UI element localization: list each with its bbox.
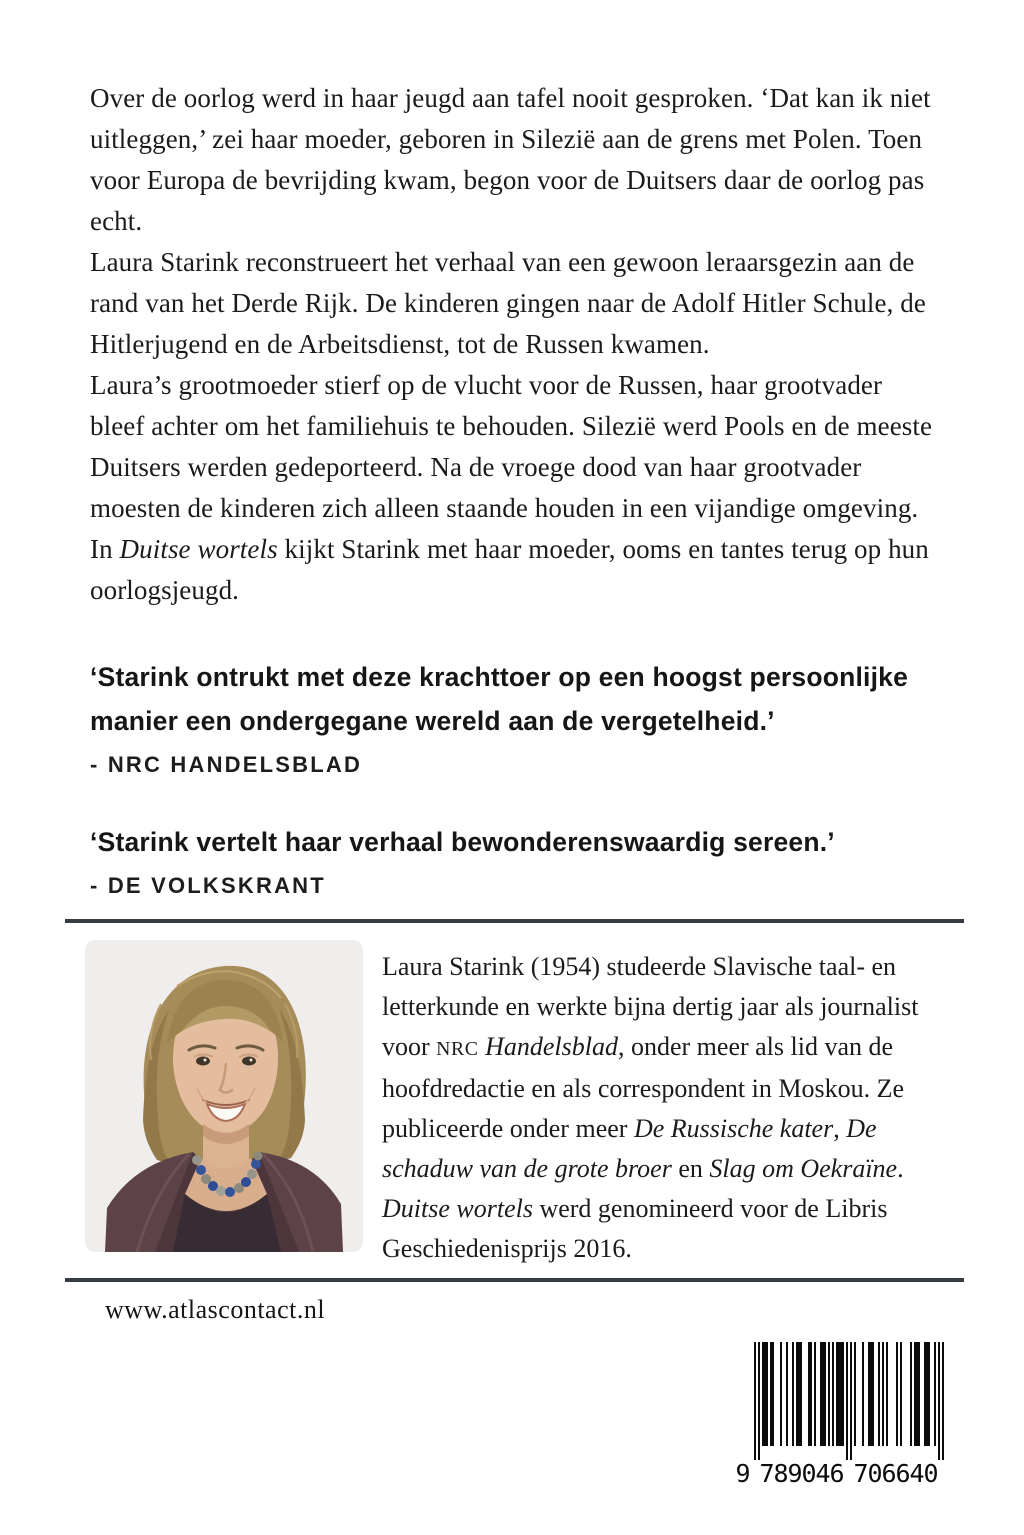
svg-text:0: 0 [867,1459,883,1488]
review-volkskrant [90,820,940,899]
svg-text:6: 6 [829,1459,845,1488]
svg-text:6: 6 [895,1459,911,1488]
synopsis-paragraph: Over de oorlog werd in haar jeugd aan tafel nooit gesproken. ‘Dat kan ik niet uitleggen,’ zei haar moeder, geboren in Silezië aan de grens met Polen. Toen voor Europa de bevrijding kwam, begon voor de Duitsers daar de oorlog pas echt. [90,83,931,236]
synopsis [65,0,964,611]
svg-text:9: 9 [736,1459,751,1488]
author-bio: Laura Starink (1954) studeerde Slavische taal- en letterkunde en werkte bijna dertig jaar als journalist voor NRC Handelsblad, onder meer als lid van de hoofdredactie en als correspondent in Moskou. Ze publiceerde onder meer De Russische kater, De schaduw van de grote broer en Slag om Oekraïne. Duitse wortels werd genomineerd voor de Libris Geschiedenisprijs 2016. [382,952,919,1263]
svg-text:4: 4 [815,1459,831,1488]
svg-text:7: 7 [853,1459,869,1488]
svg-text:8: 8 [773,1459,789,1488]
synopsis-paragraph: In Duitse wortels kijkt Starink met haar moeder, ooms en tantes terug op hun oorlogsjeugd. [90,534,929,605]
cover-footer [65,1282,964,1495]
author-section [65,940,964,1269]
isbn-barcode [736,1342,948,1495]
publisher-website: www.atlascontact.nl [105,1295,326,1324]
review-source: - DE VOLKSKRANT [90,873,326,898]
author-portrait-illustration [85,940,363,1252]
review-quote: ‘Starink vertelt haar verhaal bewonderenswaardig sereen.’ [90,827,835,857]
svg-text:9: 9 [787,1459,803,1488]
press-reviews [65,655,964,899]
synopsis-paragraph: Laura Starink reconstrueert het verhaal van een gewoon leraarsgezin aan de rand van het Derde Rijk. De kinderen gingen naar de Adolf Hitler Schule, de Hitlerjugend en de Arbeitsdienst, tot de Russen kwamen. [90,247,926,359]
svg-text:6: 6 [881,1459,897,1488]
author-photo [85,940,363,1252]
svg-text:4: 4 [909,1459,925,1488]
svg-text:0: 0 [801,1459,817,1488]
svg-text:0: 0 [923,1459,939,1488]
review-quote: ‘Starink ontrukt met deze krachttoer op een hoogst persoonlijke manier een ondergegane wereld aan de vergetelheid.’ [90,662,909,736]
synopsis-paragraph: Laura’s grootmoeder stierf op de vlucht voor de Russen, haar grootvader bleef achter om het familiehuis te behouden. Silezië werd Pools en de meeste Duitsers werden gedeporteerd. Na de vroege dood van haar grootvader moesten de kinderen zich alleen staande houden in een vijandige omgeving. [90,370,933,523]
review-source: - NRC HANDELSBLAD [90,752,363,777]
divider-rule-top [65,919,964,923]
review-nrc [90,655,940,778]
svg-text:7: 7 [759,1459,775,1488]
